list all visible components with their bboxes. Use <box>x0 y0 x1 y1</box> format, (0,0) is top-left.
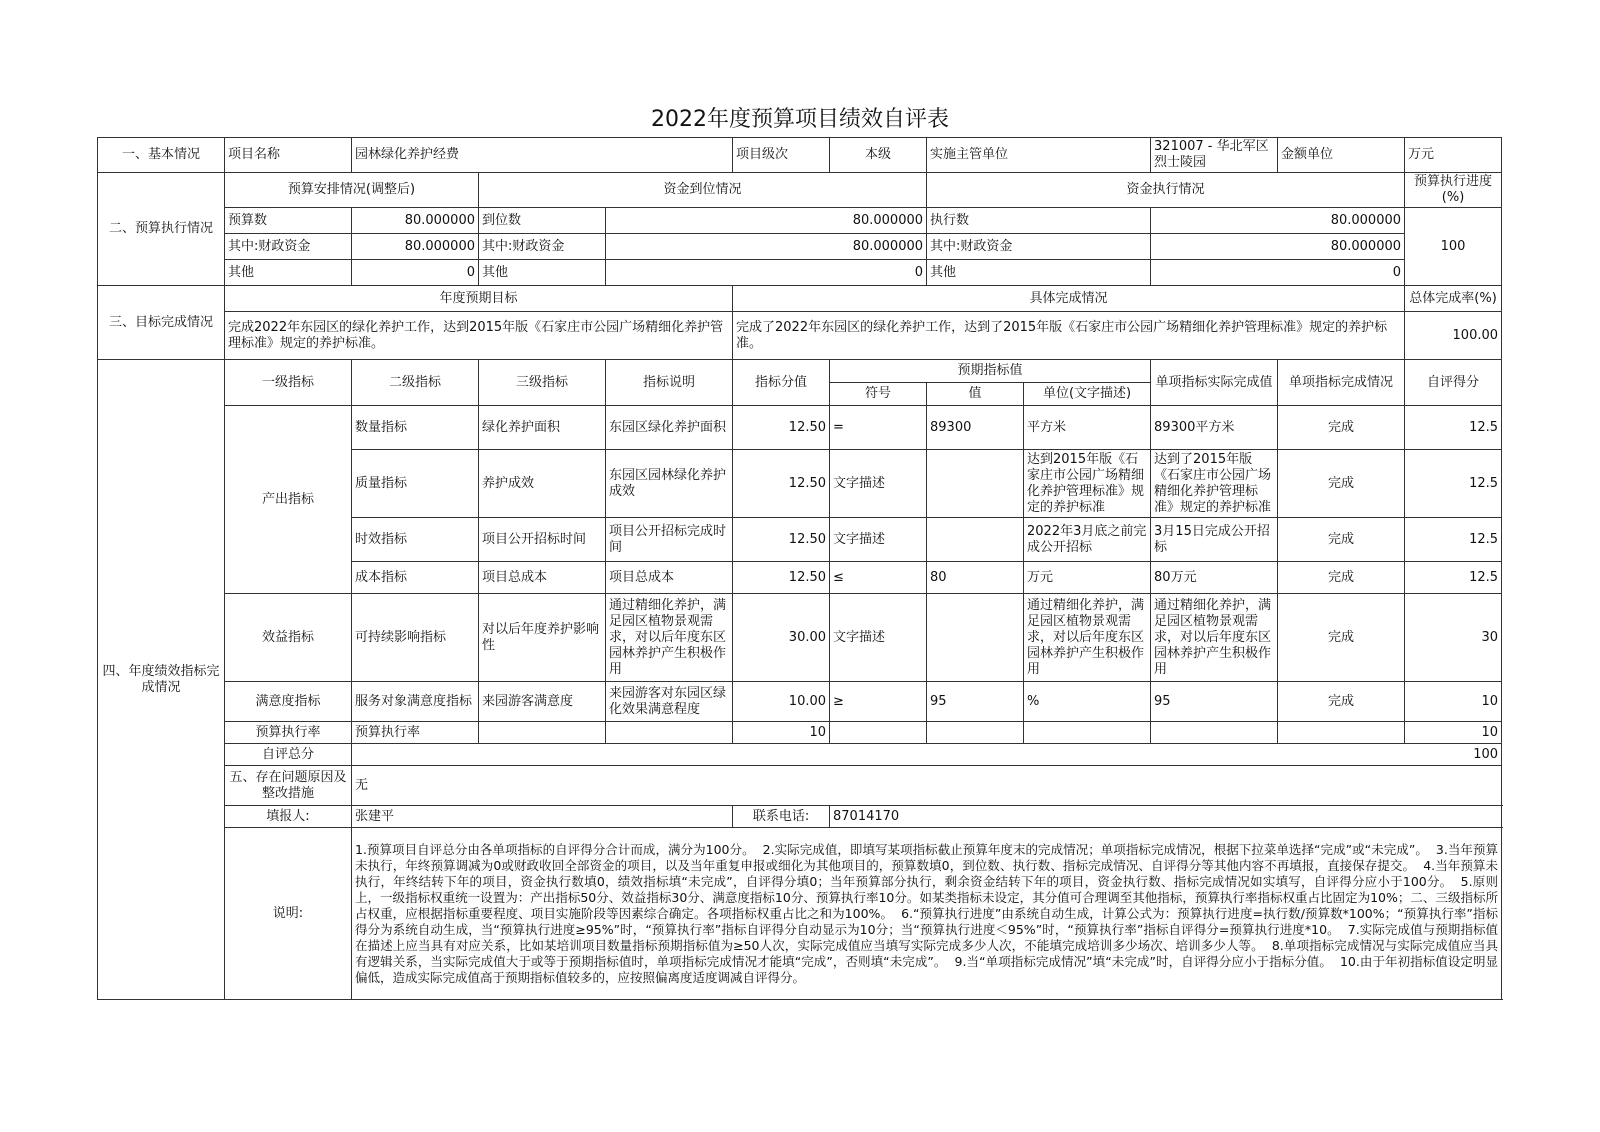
symbol-exec <box>830 722 927 744</box>
budget-progress-value: 100 <box>1405 208 1502 286</box>
score: 12.5 <box>1405 450 1502 518</box>
budget-header-received: 资金到位情况 <box>479 173 927 208</box>
budget-label: 到位数 <box>479 208 606 234</box>
exec-rate-row <box>98 722 1502 744</box>
level3-exec <box>479 722 606 744</box>
desc: 通过精细化养护，满足园区植物景观需求，对以后年度东区园林养护产生积极作用 <box>606 594 733 682</box>
desc: 项目总成本 <box>606 562 733 594</box>
budget-row <box>98 260 1502 286</box>
section-basic-label: 一、基本情况 <box>98 138 225 173</box>
budget-value: 80.000000 <box>352 234 479 260</box>
section-issues-label: 五、存在问题原因及整改措施 <box>225 766 352 806</box>
page-title: 2022年度预算项目绩效自评表 <box>651 107 949 132</box>
budget-value: 80.000000 <box>1151 234 1405 260</box>
level2: 数量指标 <box>352 406 479 450</box>
score: 30 <box>1405 594 1502 682</box>
budget-label: 其他 <box>927 260 1151 286</box>
header-level3: 三级指标 <box>479 360 606 406</box>
budget-row <box>98 208 1502 234</box>
phone-label: 联系电话: <box>733 806 830 828</box>
section-indicators-label: 四、年度绩效指标完成情况 <box>98 360 225 1000</box>
indicator-row <box>98 682 1502 722</box>
notes-label: 说明: <box>225 828 352 1000</box>
score: 10 <box>1405 682 1502 722</box>
project-name-label: 项目名称 <box>225 138 352 173</box>
budget-header-executed: 资金执行情况 <box>927 173 1405 208</box>
amount-unit-label: 金额单位 <box>1278 138 1405 173</box>
budget-label: 其中:财政资金 <box>927 234 1151 260</box>
actual: 3月15日完成公开招标 <box>1151 518 1278 562</box>
desc: 来园游客对东园区绿化效果满意程度 <box>606 682 733 722</box>
budget-label: 其他 <box>479 260 606 286</box>
level1-output: 产出指标 <box>225 406 352 594</box>
header-level2: 二级指标 <box>352 360 479 406</box>
status: 完成 <box>1278 594 1405 682</box>
score: 12.5 <box>1405 406 1502 450</box>
unit-exec <box>1024 722 1151 744</box>
level3: 对以后年度养护影响性 <box>479 594 606 682</box>
level2: 时效指标 <box>352 518 479 562</box>
project-level: 本级 <box>830 138 927 173</box>
header-weight: 指标分值 <box>733 360 830 406</box>
project-level-label: 项目级次 <box>733 138 830 173</box>
header-expected: 预期指标值 <box>830 360 1151 383</box>
status: 完成 <box>1278 406 1405 450</box>
symbol: ≥ <box>830 682 927 722</box>
actual: 89300平方米 <box>1151 406 1278 450</box>
value: 80 <box>927 562 1024 594</box>
reporter-name: 张建平 <box>352 806 733 828</box>
symbol: 文字描述 <box>830 518 927 562</box>
header-status: 单项指标完成情况 <box>1278 360 1405 406</box>
section-goal-label: 三、目标完成情况 <box>98 286 225 360</box>
weight: 30.00 <box>733 594 830 682</box>
budget-header-arranged: 预算安排情况(调整后) <box>225 173 479 208</box>
value: 95 <box>927 682 1024 722</box>
note-item: 9.当“单项指标完成情况”填“未完成”时，自评得分应小于指标分值。 <box>954 953 1332 969</box>
goal-header-expected: 年度预期目标 <box>225 286 733 312</box>
budget-header-progress: 预算执行进度(%) <box>1405 173 1502 208</box>
desc: 东园区绿化养护面积 <box>606 406 733 450</box>
weight: 12.50 <box>733 518 830 562</box>
header-symbol: 符号 <box>830 383 927 406</box>
status: 完成 <box>1278 562 1405 594</box>
dept-label: 实施主管单位 <box>927 138 1151 173</box>
budget-label: 其中:财政资金 <box>225 234 352 260</box>
level2: 可持续影响指标 <box>352 594 479 682</box>
level2: 质量指标 <box>352 450 479 518</box>
status-exec <box>1278 722 1405 744</box>
symbol: 文字描述 <box>830 450 927 518</box>
header-unit: 单位(文字描述) <box>1024 383 1151 406</box>
amount-unit: 万元 <box>1405 138 1502 173</box>
level1-exec: 预算执行率 <box>225 722 352 744</box>
symbol: = <box>830 406 927 450</box>
value <box>927 450 1024 518</box>
status: 完成 <box>1278 450 1405 518</box>
desc: 东园区园林绿化养护成效 <box>606 450 733 518</box>
phone-number: 87014170 <box>830 806 1502 828</box>
budget-value: 0 <box>352 260 479 286</box>
total-score: 100 <box>352 744 1502 766</box>
level3: 养护成效 <box>479 450 606 518</box>
total-row <box>98 744 1502 766</box>
budget-label: 执行数 <box>927 208 1151 234</box>
level1-satisfaction: 满意度指标 <box>225 682 352 722</box>
header-value: 值 <box>927 383 1024 406</box>
budget-value: 0 <box>606 260 927 286</box>
reporter-label: 填报人: <box>225 806 352 828</box>
note-item: 1.预算项目自评总分由各单项指标的自评得分合计而成，满分为100分。 <box>355 841 755 857</box>
goal-header-actual: 具体完成情况 <box>733 286 1405 312</box>
status: 完成 <box>1278 518 1405 562</box>
budget-label: 预算数 <box>225 208 352 234</box>
actual: 95 <box>1151 682 1278 722</box>
symbol: 文字描述 <box>830 594 927 682</box>
budget-value: 80.000000 <box>606 234 927 260</box>
header-score: 自评得分 <box>1405 360 1502 406</box>
budget-value: 80.000000 <box>1151 208 1405 234</box>
actual-exec <box>1151 722 1278 744</box>
status: 完成 <box>1278 682 1405 722</box>
level3: 项目公开招标时间 <box>479 518 606 562</box>
goal-expected-text: 完成2022年东园区的绿化养护工作，达到2015年版《石家庄市公园广场精细化养护管理标准》规定的养护标准。 <box>225 312 733 360</box>
level2: 服务对象满意度指标 <box>352 682 479 722</box>
note-item: 4.当年预算未执行，年终结转下年的项目，资金执行数填0，绩效指标填“未完成”，自评得分填0；当年预算部分执行，剩余资金结转下年的项目，资金执行数、指标完成情况如实填写，自评得分应小于100分。 <box>355 857 1499 889</box>
score: 12.5 <box>1405 518 1502 562</box>
unit: 达到2015年版《石家庄市公园广场精细化养护管理标准》规定的养护标准 <box>1024 450 1151 518</box>
note-item: 10.由于年初指标值设定明显偏低，造成实际完成值高于预期指标值较多的，应按照偏离度适度调减自评得分。 <box>355 953 1499 985</box>
budget-row <box>98 234 1502 260</box>
indicator-row <box>98 406 1502 450</box>
note-item: 8.单项指标完成情况与实际完成值应当具有逻辑关系，当实际完成值大于或等于预期指标值时，单项指标完成情况才能填“完成”，否则填“未完成”。 <box>355 937 1499 969</box>
value <box>927 594 1024 682</box>
header-desc: 指标说明 <box>606 360 733 406</box>
budget-value: 0 <box>1151 260 1405 286</box>
unit: % <box>1024 682 1151 722</box>
desc: 项目公开招标完成时间 <box>606 518 733 562</box>
level3: 绿化养护面积 <box>479 406 606 450</box>
project-name: 园林绿化养护经费 <box>352 138 733 173</box>
value-exec <box>927 722 1024 744</box>
unit: 通过精细化养护，满足园区植物景观需求，对以后年度东区园林养护产生积极作用 <box>1024 594 1151 682</box>
actual: 达到了2015年版《石家庄市公园广场精细化养护管理标准》规定的养护标准 <box>1151 450 1278 518</box>
weight: 12.50 <box>733 562 830 594</box>
weight: 12.50 <box>733 450 830 518</box>
weight: 10.00 <box>733 682 830 722</box>
score: 12.5 <box>1405 562 1502 594</box>
weight: 12.50 <box>733 406 830 450</box>
score-exec: 10 <box>1405 722 1502 744</box>
budget-value: 80.000000 <box>606 208 927 234</box>
level3: 来园游客满意度 <box>479 682 606 722</box>
unit: 2022年3月底之前完成公开招标 <box>1024 518 1151 562</box>
issues-text: 无 <box>352 766 1502 806</box>
budget-label: 其他 <box>225 260 352 286</box>
value: 89300 <box>927 406 1024 450</box>
goal-rate-value: 100.00 <box>1405 312 1502 360</box>
header-actual: 单项指标实际完成值 <box>1151 360 1278 406</box>
header-level1: 一级指标 <box>225 360 352 406</box>
note-item: 6.“预算执行进度”由系统自动生成，计算公式为：预算执行进度=执行数/预算数*100%；“预算执行率”指标得分为系统自动生成，当“预算执行进度≥95%”时，“预算执行率”指标自评得分自动显示为10分；当“预算执行进度＜95%”时，“预算执行率”指标自评得分=预算执行进度*10。 <box>355 905 1499 937</box>
notes-text <box>352 828 1502 1000</box>
total-label: 自评总分 <box>225 744 352 766</box>
weight-exec: 10 <box>733 722 830 744</box>
goal-actual-text: 完成了2022年东园区的绿化养护工作，达到了2015年版《石家庄市公园广场精细化养护管理标准》规定的养护标准。 <box>733 312 1405 360</box>
note-item: 2.实际完成值，即填写某项指标截止预算年度末的完成情况；单项指标完成情况，根据下拉菜单选择“完成”或“未完成”。 <box>762 841 1428 857</box>
budget-label: 其中:财政资金 <box>479 234 606 260</box>
goal-header-rate: 总体完成率(%) <box>1405 286 1502 312</box>
note-item: 7.实际完成值与预期指标值在描述上应当具有对应关系，比如某培训项目数量指标预期指标值为≥50人次，实际完成值应当填写实际完成多少人次，不能填完成培训多少场次、培训多少人等。 <box>355 921 1499 953</box>
note-item: 5.原则上，一级指标权重统一设置为：产出指标50分、效益指标30分、满意度指标10分、预算执行率10分。如某类指标未设定，其分值可合理调至其他指标，预算执行率指标权重占比固定为10%；二、三级指标所占权重，应根据指标重要程度、项目实施阶段等因素综合确定。各项指标权重占比之和为100%。 <box>355 873 1499 921</box>
level2-exec: 预算执行率 <box>352 722 479 744</box>
unit: 万元 <box>1024 562 1151 594</box>
basic-info-row <box>98 138 1502 173</box>
symbol: ≤ <box>830 562 927 594</box>
budget-value: 80.000000 <box>352 208 479 234</box>
actual: 80万元 <box>1151 562 1278 594</box>
dept-value: 321007 - 华北军区烈士陵园 <box>1151 138 1278 173</box>
evaluation-table <box>97 137 1502 1000</box>
value <box>927 518 1024 562</box>
indicator-row <box>98 594 1502 682</box>
level1-benefit: 效益指标 <box>225 594 352 682</box>
level2: 成本指标 <box>352 562 479 594</box>
actual: 通过精细化养护，满足园区植物景观需求，对以后年度东区园林养护产生积极作用 <box>1151 594 1278 682</box>
note-item: 3.当年预算未执行，年终预算调减为0或财政收回全部资金的项目，以及当年重复申报或细化为其他项目的，预算数填0，到位数、执行数、指标完成情况、自评得分等其他内容不再填报，直接保存提交。 <box>355 841 1499 873</box>
unit: 平方米 <box>1024 406 1151 450</box>
section-budget-label: 二、预算执行情况 <box>98 173 225 286</box>
desc-exec <box>606 722 733 744</box>
level3: 项目总成本 <box>479 562 606 594</box>
